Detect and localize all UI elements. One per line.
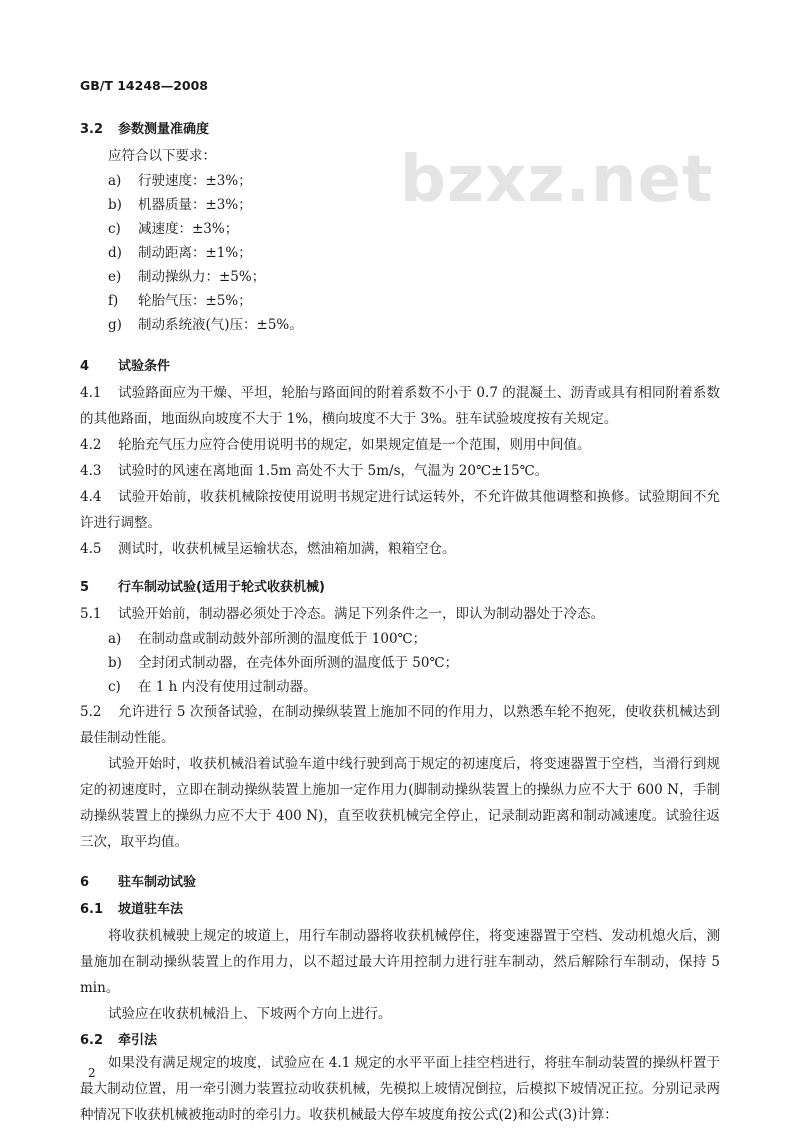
list-item: b) 全封闭式制动器，在壳体外面所测的温度低于 50℃； [108, 655, 459, 671]
list-item: b) 机器质量：±3%； [108, 197, 252, 213]
section-title: 驻车制动试验 [118, 875, 197, 890]
section-title: 参数测量准确度 [118, 122, 210, 137]
watermark: bzxz.net [400, 143, 714, 217]
page-number: 2 [88, 1066, 96, 1080]
list-item: f) 轮胎气压：±5%； [108, 293, 252, 309]
list-item: a) 行驶速度：±3%； [108, 173, 252, 189]
cold-condition-list [80, 627, 720, 699]
clause-4-2: 4.2 轮胎充气压力应符合使用说明书的规定，如果规定值是一个范围，则用中间值。 [80, 437, 591, 453]
section-title: 行车制动试验(适用于轮式收获机械) [118, 580, 325, 595]
accuracy-list [80, 169, 720, 337]
section-4-heading [80, 355, 720, 374]
clause-6-1-paragraph-2: 试验应在收获机械沿上、下坡两个方向上进行。 [108, 1006, 392, 1022]
section-number: 4 [80, 359, 90, 374]
clause-5-2-paragraph: 试验开始时，收获机械沿着试验车道中线行驶到高于规定的初速度后，将变速器置于空档，当滑行到规定的初速度时，立即在制动操纵装置上施加一定作用力(脚制动操纵装置上的操纵力应不大于 600 N，手制动操纵装置上的操纵力应不大于 400 N)，直至收获机械完全停止，记录制动距离和制动减速度。试验往返三次，取平均值。 [80, 756, 720, 850]
clause-4-3: 4.3 试验时的风速在离地面 1.5m 高处不大于 5m/s，气温为 20℃±15℃。 [80, 463, 549, 479]
section-3-2-intro: 应符合以下要求： [108, 148, 216, 164]
clause-6-1-heading: 6.1 坡道驻车法 [80, 902, 184, 917]
section-number: 6 [80, 875, 90, 890]
section-number: 5 [80, 580, 90, 595]
section-number: 3.2 [80, 122, 104, 137]
list-item: e) 制动操纵力：±5%； [108, 269, 266, 285]
list-item: a) 在制动盘或制动鼓外部所测的温度低于 100℃； [108, 631, 427, 647]
clause-4-5: 4.5 测试时，收获机械呈运输状态，燃油箱加满，粮箱空仓。 [80, 541, 456, 557]
clause-5-1: 5.1 试验开始前，制动器必须处于冷态。满足下列条件之一，即认为制动器处于冷态。 [80, 606, 604, 622]
clause-6-1-paragraph: 将收获机械驶上规定的坡道上，用行车制动器将收获机械停住，将变速器置于空档、发动机熄火后，测量施加在制动操纵装置上的作用力，以不超过最大许用控制力进行驻车制动，然后解除行车制动，保持 5 min。 [80, 928, 720, 996]
list-item: d) 制动距离：±1%； [108, 245, 252, 261]
clause-4-4: 4.4 试验开始前，收获机械除按使用说明书规定进行试运转外，不允许做其他调整和换修。试验期间不允许进行调整。 [80, 489, 720, 531]
document-body [80, 118, 720, 1128]
clause-5-2: 5.2 允许进行 5 次预备试验，在制动操纵装置上施加不同的作用力，以熟悉车轮不抱死，使收获机械达到最佳制动性能。 [80, 704, 720, 746]
section-5-heading [80, 576, 720, 595]
list-item: c) 减速度：±3%； [108, 221, 239, 237]
section-3-2-heading [80, 118, 720, 137]
list-item: g) 制动系统液(气)压：±5%。 [108, 317, 303, 333]
standard-code-header: GB/T 14248—2008 [80, 78, 209, 93]
clause-4-1: 4.1 试验路面应为干燥、平坦，轮胎与路面间的附着系数不小于 0.7 的混凝土、沥青或具有相同附着系数的其他路面，地面纵向坡度不大于 1%，横向坡度不大于 3%。驻车试验坡度按有关规定。 [80, 385, 720, 427]
clause-6-2-paragraph: 如果没有满足规定的坡度，试验应在 4.1 规定的水平平面上挂空档进行，将驻车制动装置的操纵杆置于最大制动位置，用一牵引测力装置拉动收获机械，先模拟上坡情况倒拉，后模拟下坡情况正拉。分别记录两种情况下收获机械被拖动时的牵引力。收获机械最大停车坡度角按公式(2)和公式(3)计算： [80, 1055, 720, 1123]
clause-6-2-heading: 6.2 牵引法 [80, 1033, 158, 1048]
section-title: 试验条件 [118, 359, 171, 374]
list-item: c) 在 1 h 内没有使用过制动器。 [108, 679, 317, 695]
section-6-heading [80, 871, 720, 890]
